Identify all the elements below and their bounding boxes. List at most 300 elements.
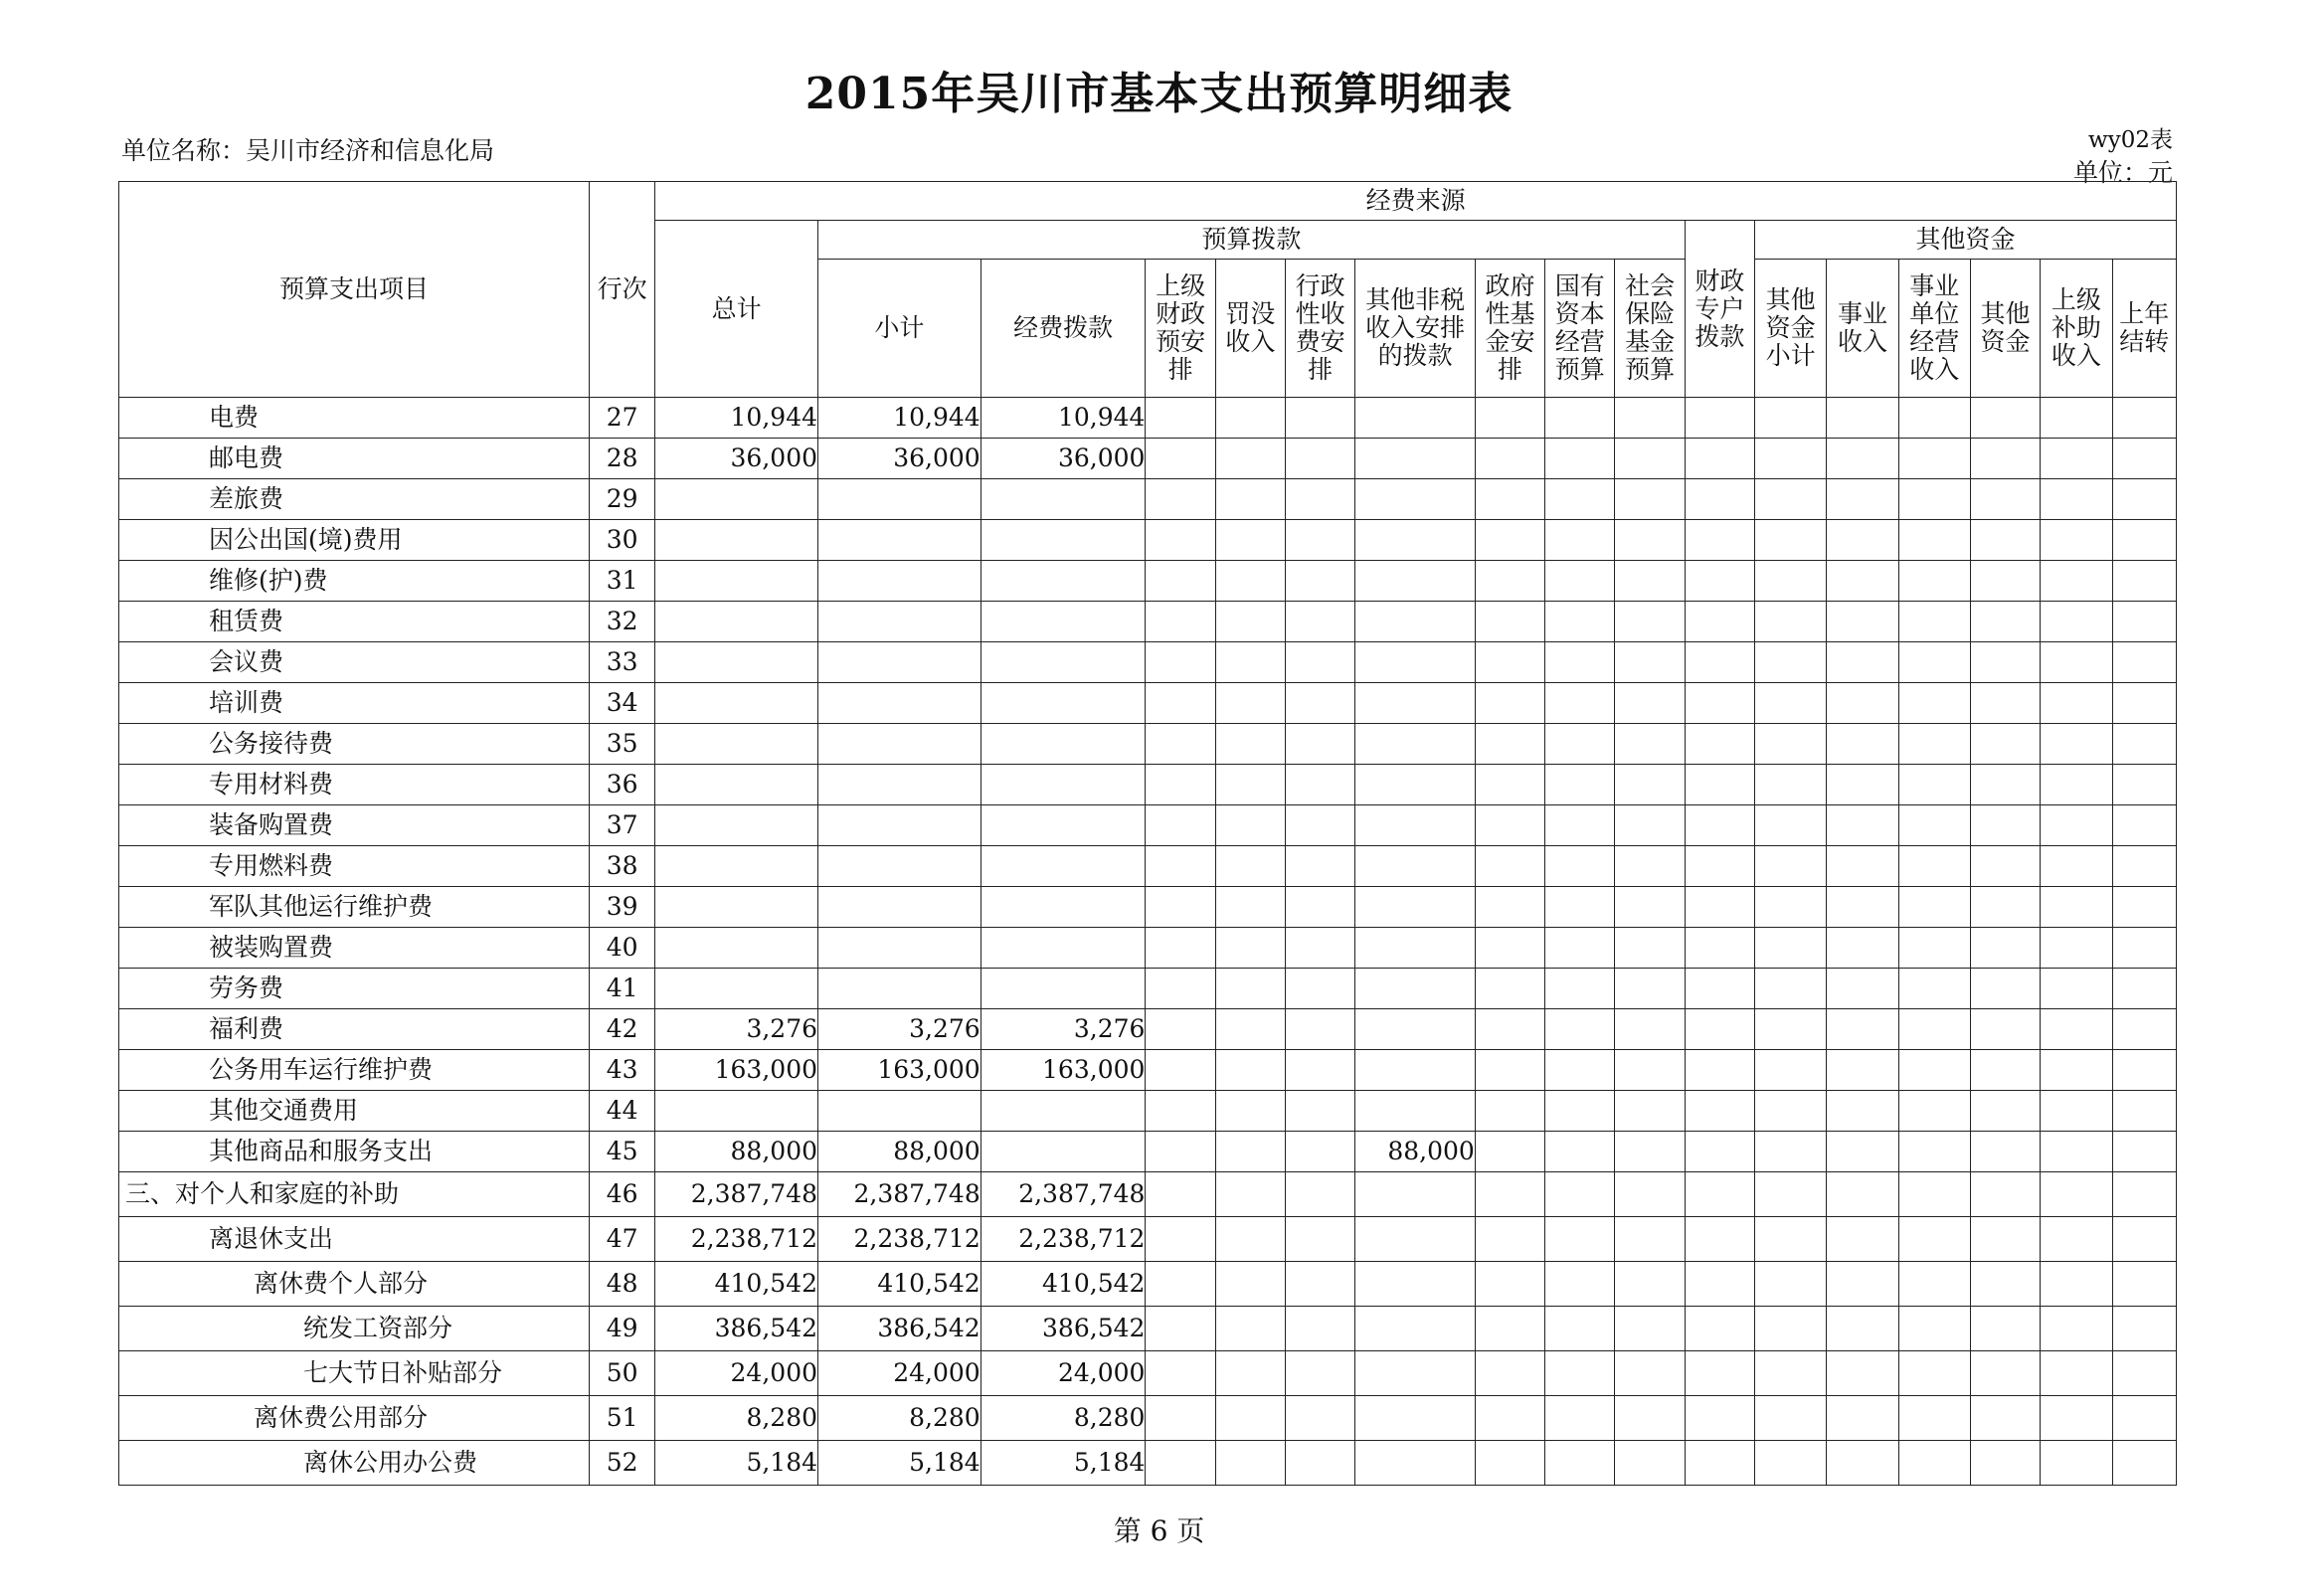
subtotal-cell [818, 520, 981, 561]
business-income-cell [1827, 439, 1898, 479]
appropriation-cell [981, 1132, 1146, 1172]
operating-income-cell [1898, 561, 1970, 602]
state-capital-cell [1545, 1132, 1615, 1172]
table-row [119, 1351, 2177, 1396]
subtotal-cell: 24,000 [818, 1351, 981, 1396]
item-cell: 因公出国(境)费用 [119, 520, 590, 561]
social-insurance-cell [1615, 1351, 1685, 1396]
operating-income-cell [1898, 398, 1970, 439]
other-subtotal-cell [1755, 765, 1827, 805]
state-capital-cell [1545, 969, 1615, 1009]
superior-subsidy-cell [2041, 1217, 2112, 1262]
subtotal-cell: 10,944 [818, 398, 981, 439]
line-cell: 27 [590, 398, 655, 439]
appropriation-cell: 2,387,748 [981, 1172, 1146, 1217]
appropriation-cell [981, 969, 1146, 1009]
other-nontax-cell [1355, 683, 1476, 724]
appropriation-cell [981, 928, 1146, 969]
carryover-cell [2112, 1307, 2177, 1351]
subtotal-cell [818, 805, 981, 846]
header-admin-fees: 行政性收费安排 [1286, 260, 1355, 398]
gov-fund-cell [1475, 602, 1544, 642]
appropriation-cell [981, 765, 1146, 805]
admin-fees-cell [1286, 1009, 1355, 1050]
appropriation-cell [981, 683, 1146, 724]
admin-fees-cell [1286, 928, 1355, 969]
table-row [119, 1172, 2177, 1217]
gov-fund-cell [1475, 1217, 1544, 1262]
business-income-cell [1827, 1091, 1898, 1132]
state-capital-cell [1545, 1050, 1615, 1091]
line-cell: 33 [590, 642, 655, 683]
total-cell [655, 928, 818, 969]
gov-fund-cell [1475, 846, 1544, 887]
subtotal-cell: 2,387,748 [818, 1172, 981, 1217]
state-capital-cell [1545, 887, 1615, 928]
table-row [119, 1132, 2177, 1172]
line-cell: 34 [590, 683, 655, 724]
total-cell [655, 642, 818, 683]
other-subtotal-cell [1755, 1172, 1827, 1217]
business-income-cell [1827, 1132, 1898, 1172]
total-cell: 24,000 [655, 1351, 818, 1396]
line-cell: 50 [590, 1351, 655, 1396]
superior-subsidy-cell [2041, 765, 2112, 805]
admin-fees-cell [1286, 479, 1355, 520]
other-subtotal-cell [1755, 1132, 1827, 1172]
superior-subsidy-cell [2041, 1307, 2112, 1351]
other-capital-cell [1970, 683, 2040, 724]
special-fund-cell [1685, 642, 1754, 683]
appropriation-cell: 5,184 [981, 1441, 1146, 1486]
superior-subsidy-cell [2041, 1396, 2112, 1441]
business-income-cell [1827, 602, 1898, 642]
special-fund-cell [1685, 846, 1754, 887]
appropriation-cell: 410,542 [981, 1262, 1146, 1307]
fines-cell [1215, 724, 1285, 765]
operating-income-cell [1898, 1009, 1970, 1050]
state-capital-cell [1545, 1396, 1615, 1441]
gov-fund-cell [1475, 1091, 1544, 1132]
item-cell: 福利费 [119, 1009, 590, 1050]
table-row [119, 683, 2177, 724]
special-fund-cell [1685, 1441, 1754, 1486]
other-subtotal-cell [1755, 1009, 1827, 1050]
item-cell: 离退休支出 [119, 1217, 590, 1262]
fines-cell [1215, 765, 1285, 805]
business-income-cell [1827, 805, 1898, 846]
appropriation-cell: 2,238,712 [981, 1217, 1146, 1262]
header-budget-allocation: 预算拨款 [818, 221, 1686, 260]
total-cell [655, 479, 818, 520]
item-cell: 离休费公用部分 [119, 1396, 590, 1441]
header-other-funds: 其他资金 [1755, 221, 2177, 260]
fines-cell [1215, 1132, 1285, 1172]
fines-cell [1215, 1091, 1285, 1132]
social-insurance-cell [1615, 1262, 1685, 1307]
state-capital-cell [1545, 1172, 1615, 1217]
subtotal-cell [818, 642, 981, 683]
other-capital-cell [1970, 1441, 2040, 1486]
other-nontax-cell [1355, 1217, 1476, 1262]
gov-fund-cell [1475, 520, 1544, 561]
other-subtotal-cell [1755, 602, 1827, 642]
social-insurance-cell [1615, 1050, 1685, 1091]
subtotal-cell [818, 1091, 981, 1132]
fines-cell [1215, 1172, 1285, 1217]
state-capital-cell [1545, 439, 1615, 479]
appropriation-cell: 163,000 [981, 1050, 1146, 1091]
line-cell: 45 [590, 1132, 655, 1172]
budget-table [118, 181, 2177, 1486]
gov-fund-cell [1475, 1132, 1544, 1172]
header-fines: 罚没收入 [1215, 260, 1285, 398]
fines-cell [1215, 1262, 1285, 1307]
other-capital-cell [1970, 1217, 2040, 1262]
special-fund-cell [1685, 1396, 1754, 1441]
state-capital-cell [1545, 683, 1615, 724]
admin-fees-cell [1286, 1172, 1355, 1217]
business-income-cell [1827, 520, 1898, 561]
superior-arrangement-cell [1146, 1351, 1215, 1396]
gov-fund-cell [1475, 642, 1544, 683]
header-item: 预算支出项目 [119, 182, 590, 398]
other-capital-cell [1970, 928, 2040, 969]
state-capital-cell [1545, 765, 1615, 805]
carryover-cell [2112, 805, 2177, 846]
admin-fees-cell [1286, 1262, 1355, 1307]
other-nontax-cell [1355, 846, 1476, 887]
business-income-cell [1827, 928, 1898, 969]
appropriation-cell: 24,000 [981, 1351, 1146, 1396]
business-income-cell [1827, 1050, 1898, 1091]
business-income-cell [1827, 1441, 1898, 1486]
table-row [119, 887, 2177, 928]
other-nontax-cell [1355, 969, 1476, 1009]
table-row [119, 1307, 2177, 1351]
header-special-fund: 财政专户拨款 [1685, 221, 1754, 398]
table-row [119, 1441, 2177, 1486]
carryover-cell [2112, 1396, 2177, 1441]
other-capital-cell [1970, 1009, 2040, 1050]
item-cell: 维修(护)费 [119, 561, 590, 602]
superior-arrangement-cell [1146, 724, 1215, 765]
business-income-cell [1827, 1172, 1898, 1217]
other-capital-cell [1970, 561, 2040, 602]
superior-subsidy-cell [2041, 479, 2112, 520]
subtotal-cell: 36,000 [818, 439, 981, 479]
social-insurance-cell [1615, 520, 1685, 561]
subtotal-cell: 88,000 [818, 1132, 981, 1172]
item-cell: 专用燃料费 [119, 846, 590, 887]
table-row [119, 1009, 2177, 1050]
other-capital-cell [1970, 398, 2040, 439]
subtotal-cell [818, 479, 981, 520]
operating-income-cell [1898, 887, 1970, 928]
superior-subsidy-cell [2041, 1262, 2112, 1307]
table-row [119, 969, 2177, 1009]
other-subtotal-cell [1755, 398, 1827, 439]
fines-cell [1215, 1396, 1285, 1441]
superior-subsidy-cell [2041, 561, 2112, 602]
carryover-cell [2112, 969, 2177, 1009]
fines-cell [1215, 683, 1285, 724]
carryover-cell [2112, 846, 2177, 887]
line-cell: 52 [590, 1441, 655, 1486]
operating-income-cell [1898, 1307, 1970, 1351]
other-subtotal-cell [1755, 520, 1827, 561]
superior-arrangement-cell [1146, 398, 1215, 439]
other-capital-cell [1970, 724, 2040, 765]
carryover-cell [2112, 683, 2177, 724]
business-income-cell [1827, 1396, 1898, 1441]
carryover-cell [2112, 1217, 2177, 1262]
social-insurance-cell [1615, 642, 1685, 683]
other-nontax-cell [1355, 561, 1476, 602]
carryover-cell [2112, 1441, 2177, 1486]
table-row [119, 765, 2177, 805]
superior-subsidy-cell [2041, 887, 2112, 928]
superior-arrangement-cell [1146, 1262, 1215, 1307]
table-row [119, 724, 2177, 765]
business-income-cell [1827, 642, 1898, 683]
line-cell: 48 [590, 1262, 655, 1307]
admin-fees-cell [1286, 969, 1355, 1009]
other-subtotal-cell [1755, 1441, 1827, 1486]
superior-subsidy-cell [2041, 398, 2112, 439]
state-capital-cell [1545, 642, 1615, 683]
admin-fees-cell [1286, 765, 1355, 805]
admin-fees-cell [1286, 439, 1355, 479]
superior-arrangement-cell [1146, 561, 1215, 602]
carryover-cell [2112, 1091, 2177, 1132]
business-income-cell [1827, 479, 1898, 520]
state-capital-cell [1545, 561, 1615, 602]
operating-income-cell [1898, 1132, 1970, 1172]
other-nontax-cell [1355, 602, 1476, 642]
total-cell: 410,542 [655, 1262, 818, 1307]
social-insurance-cell [1615, 724, 1685, 765]
state-capital-cell [1545, 846, 1615, 887]
other-nontax-cell [1355, 1351, 1476, 1396]
gov-fund-cell [1475, 398, 1544, 439]
subtotal-cell [818, 561, 981, 602]
gov-fund-cell [1475, 1351, 1544, 1396]
total-cell [655, 683, 818, 724]
total-cell [655, 887, 818, 928]
state-capital-cell [1545, 1441, 1615, 1486]
operating-income-cell [1898, 602, 1970, 642]
superior-subsidy-cell [2041, 1351, 2112, 1396]
superior-subsidy-cell [2041, 846, 2112, 887]
fines-cell [1215, 928, 1285, 969]
total-cell [655, 765, 818, 805]
state-capital-cell [1545, 724, 1615, 765]
business-income-cell [1827, 765, 1898, 805]
other-capital-cell [1970, 887, 2040, 928]
header-other-nontax: 其他非税收入安排的拨款 [1355, 260, 1476, 398]
other-capital-cell [1970, 1132, 2040, 1172]
carryover-cell [2112, 1050, 2177, 1091]
superior-subsidy-cell [2041, 805, 2112, 846]
operating-income-cell [1898, 642, 1970, 683]
appropriation-cell [981, 561, 1146, 602]
header-gov-fund: 政府性基金安排 [1475, 260, 1544, 398]
carryover-cell [2112, 479, 2177, 520]
superior-arrangement-cell [1146, 439, 1215, 479]
other-subtotal-cell [1755, 846, 1827, 887]
subtotal-cell: 386,542 [818, 1307, 981, 1351]
subtotal-cell: 8,280 [818, 1396, 981, 1441]
superior-subsidy-cell [2041, 1132, 2112, 1172]
fines-cell [1215, 439, 1285, 479]
superior-subsidy-cell [2041, 683, 2112, 724]
appropriation-cell: 3,276 [981, 1009, 1146, 1050]
social-insurance-cell [1615, 1307, 1685, 1351]
state-capital-cell [1545, 928, 1615, 969]
business-income-cell [1827, 969, 1898, 1009]
gov-fund-cell [1475, 887, 1544, 928]
superior-arrangement-cell [1146, 846, 1215, 887]
item-cell: 被装购置费 [119, 928, 590, 969]
superior-arrangement-cell [1146, 602, 1215, 642]
table-body [119, 398, 2177, 1486]
fines-cell [1215, 642, 1285, 683]
state-capital-cell [1545, 1009, 1615, 1050]
state-capital-cell [1545, 398, 1615, 439]
table-row [119, 846, 2177, 887]
appropriation-cell: 386,542 [981, 1307, 1146, 1351]
fines-cell [1215, 1050, 1285, 1091]
carryover-cell [2112, 887, 2177, 928]
table-row [119, 1217, 2177, 1262]
operating-income-cell [1898, 805, 1970, 846]
total-cell: 2,387,748 [655, 1172, 818, 1217]
superior-subsidy-cell [2041, 1009, 2112, 1050]
other-subtotal-cell [1755, 479, 1827, 520]
other-capital-cell [1970, 479, 2040, 520]
fines-cell [1215, 602, 1285, 642]
gov-fund-cell [1475, 1307, 1544, 1351]
line-cell: 39 [590, 887, 655, 928]
carryover-cell [2112, 1351, 2177, 1396]
special-fund-cell [1685, 520, 1754, 561]
other-subtotal-cell [1755, 1396, 1827, 1441]
superior-arrangement-cell [1146, 479, 1215, 520]
line-cell: 35 [590, 724, 655, 765]
item-cell: 离休费个人部分 [119, 1262, 590, 1307]
other-subtotal-cell [1755, 1351, 1827, 1396]
item-cell: 差旅费 [119, 479, 590, 520]
other-nontax-cell [1355, 887, 1476, 928]
social-insurance-cell [1615, 479, 1685, 520]
other-capital-cell [1970, 1262, 2040, 1307]
fines-cell [1215, 969, 1285, 1009]
fines-cell [1215, 561, 1285, 602]
other-nontax-cell: 88,000 [1355, 1132, 1476, 1172]
special-fund-cell [1685, 969, 1754, 1009]
appropriation-cell [981, 1091, 1146, 1132]
item-cell: 专用材料费 [119, 765, 590, 805]
total-cell: 2,238,712 [655, 1217, 818, 1262]
other-capital-cell [1970, 642, 2040, 683]
gov-fund-cell [1475, 805, 1544, 846]
carryover-cell [2112, 928, 2177, 969]
subtotal-cell [818, 724, 981, 765]
carryover-cell [2112, 439, 2177, 479]
table-row [119, 1050, 2177, 1091]
other-capital-cell [1970, 1050, 2040, 1091]
appropriation-cell [981, 846, 1146, 887]
operating-income-cell [1898, 1441, 1970, 1486]
other-nontax-cell [1355, 1441, 1476, 1486]
social-insurance-cell [1615, 1132, 1685, 1172]
social-insurance-cell [1615, 969, 1685, 1009]
gov-fund-cell [1475, 928, 1544, 969]
state-capital-cell [1545, 1091, 1615, 1132]
social-insurance-cell [1615, 602, 1685, 642]
superior-arrangement-cell [1146, 969, 1215, 1009]
business-income-cell [1827, 398, 1898, 439]
operating-income-cell [1898, 1172, 1970, 1217]
item-cell: 公务用车运行维护费 [119, 1050, 590, 1091]
superior-arrangement-cell [1146, 928, 1215, 969]
fines-cell [1215, 479, 1285, 520]
state-capital-cell [1545, 1217, 1615, 1262]
table-row [119, 642, 2177, 683]
item-cell: 其他交通费用 [119, 1091, 590, 1132]
line-cell: 37 [590, 805, 655, 846]
fines-cell [1215, 398, 1285, 439]
appropriation-cell [981, 520, 1146, 561]
item-cell: 电费 [119, 398, 590, 439]
superior-arrangement-cell [1146, 1009, 1215, 1050]
item-cell: 七大节日补贴部分 [119, 1351, 590, 1396]
business-income-cell [1827, 561, 1898, 602]
table-row [119, 602, 2177, 642]
admin-fees-cell [1286, 683, 1355, 724]
carryover-cell [2112, 398, 2177, 439]
superior-subsidy-cell [2041, 439, 2112, 479]
admin-fees-cell [1286, 561, 1355, 602]
admin-fees-cell [1286, 602, 1355, 642]
fines-cell [1215, 1307, 1285, 1351]
line-cell: 31 [590, 561, 655, 602]
subtotal-cell: 2,238,712 [818, 1217, 981, 1262]
gov-fund-cell [1475, 1396, 1544, 1441]
form-code: wy02表 [2088, 127, 2173, 153]
superior-subsidy-cell [2041, 724, 2112, 765]
superior-arrangement-cell [1146, 683, 1215, 724]
other-subtotal-cell [1755, 969, 1827, 1009]
total-cell: 3,276 [655, 1009, 818, 1050]
line-cell: 29 [590, 479, 655, 520]
special-fund-cell [1685, 928, 1754, 969]
other-capital-cell [1970, 602, 2040, 642]
header-business-income: 事业收入 [1827, 260, 1898, 398]
subtotal-cell: 3,276 [818, 1009, 981, 1050]
operating-income-cell [1898, 479, 1970, 520]
carryover-cell [2112, 561, 2177, 602]
operating-income-cell [1898, 439, 1970, 479]
other-capital-cell [1970, 969, 2040, 1009]
total-cell: 36,000 [655, 439, 818, 479]
special-fund-cell [1685, 602, 1754, 642]
special-fund-cell [1685, 1307, 1754, 1351]
line-cell: 40 [590, 928, 655, 969]
line-cell: 28 [590, 439, 655, 479]
item-cell: 离休公用办公费 [119, 1441, 590, 1486]
